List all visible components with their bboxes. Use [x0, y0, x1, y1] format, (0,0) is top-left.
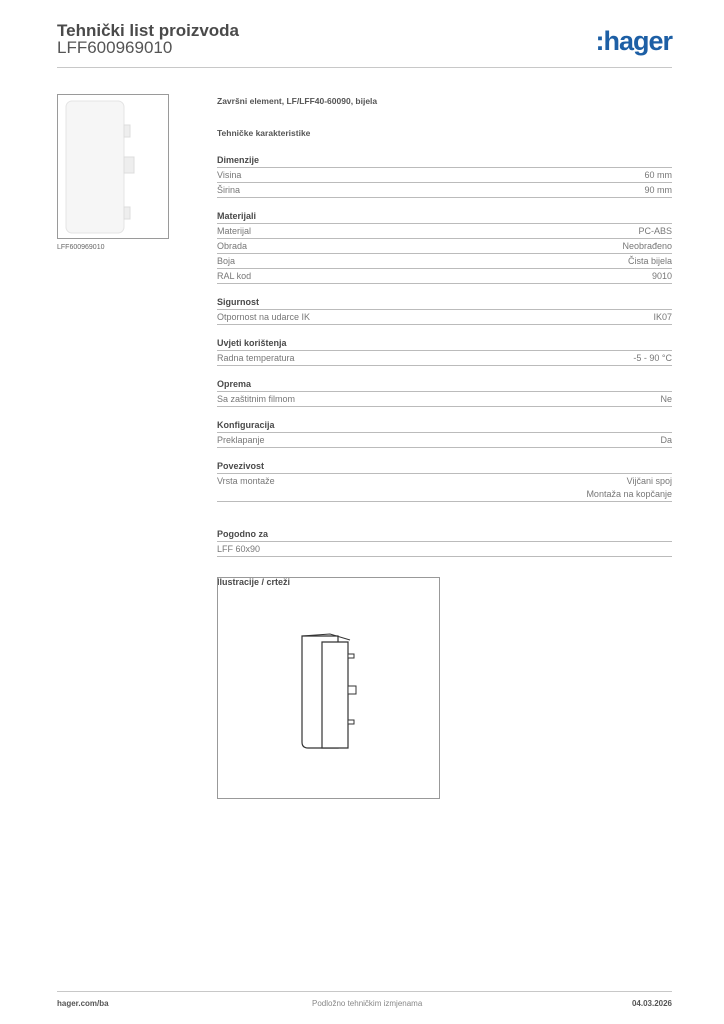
- spec-value-line: Ne: [660, 394, 672, 404]
- spec-label: Preklapanje: [217, 435, 265, 445]
- section-title: Konfiguracija: [217, 419, 672, 433]
- spec-value-line: 9010: [651, 271, 672, 281]
- main-content: [217, 96, 672, 587]
- spec-value: [633, 352, 672, 365]
- tech-heading: Tehničke karakteristike: [217, 128, 311, 138]
- spec-row: [217, 351, 672, 366]
- spec-value-line: -5 - 90 °C: [633, 353, 672, 363]
- spec-value: [653, 311, 672, 324]
- footer-note: Podložno tehničkim izmjenama: [312, 999, 423, 1008]
- section-title: Oprema: [217, 378, 672, 392]
- illustrations-title: Ilustracije / crteži: [217, 577, 291, 587]
- section-title: Uvjeti korištenja: [217, 337, 672, 351]
- spec-sections: [217, 154, 672, 502]
- suitable-row: [217, 542, 672, 557]
- spec-row: [217, 474, 672, 502]
- spec-value-line: 60 mm: [644, 170, 672, 180]
- spec-row: [217, 224, 672, 239]
- spec-label: RAL kod: [217, 271, 252, 281]
- spec-value: [586, 475, 672, 501]
- spec-label: Visina: [217, 170, 242, 180]
- spec-label: Vrsta montaže: [217, 476, 275, 486]
- spec-section: [217, 210, 672, 284]
- spec-value: [660, 434, 672, 447]
- spec-row: [217, 392, 672, 407]
- section-title: Povezivost: [217, 460, 672, 474]
- spec-value: [644, 169, 672, 182]
- spec-value: [660, 393, 672, 406]
- spec-row: [217, 433, 672, 448]
- footer-date: 04.03.2026: [631, 999, 672, 1008]
- suitable-title: Pogodno za: [217, 528, 672, 542]
- section-title: Sigurnost: [217, 296, 672, 310]
- header-divider: [57, 67, 672, 68]
- spec-value-line: PC-ABS: [638, 226, 672, 236]
- spec-label: Širina: [217, 185, 241, 195]
- spec-value-line: 90 mm: [644, 185, 672, 195]
- hager-logo: :hager: [595, 26, 672, 56]
- spec-label: Materijal: [217, 226, 252, 236]
- section-title: Dimenzije: [217, 154, 672, 168]
- product-thumbnail: [57, 94, 169, 239]
- spec-row: [217, 310, 672, 325]
- spec-value-line: IK07: [653, 312, 672, 322]
- spec-label: Radna temperatura: [217, 353, 295, 363]
- spec-value: [622, 240, 672, 253]
- spec-section: [217, 460, 672, 502]
- spec-value: [644, 184, 672, 197]
- spec-value: [638, 225, 672, 238]
- spec-label: Sa zaštitnim filmom: [217, 394, 296, 404]
- product-name: Završni element, LF/LFF40-60090, bijela: [217, 96, 378, 106]
- spec-row: [217, 183, 672, 198]
- spec-value-line: Neobrađeno: [622, 241, 672, 251]
- footer-website-link[interactable]: hager.com/ba: [57, 999, 109, 1008]
- spec-label: Obrada: [217, 241, 248, 251]
- spec-row: [217, 239, 672, 254]
- spec-value-line: Montaža na kopčanje: [586, 489, 672, 499]
- spec-value-line: Vijčani spoj: [626, 476, 672, 486]
- spec-value: [652, 270, 672, 283]
- illustration-drawing: [217, 577, 440, 799]
- footer-divider: [57, 991, 672, 992]
- thumbnail-caption: LFF600969010: [57, 244, 105, 251]
- spec-value: [628, 255, 672, 268]
- spec-section: [217, 296, 672, 325]
- spec-value-line: Da: [660, 435, 672, 445]
- spec-row: [217, 168, 672, 183]
- spec-row: [217, 269, 672, 284]
- spec-section: [217, 154, 672, 198]
- product-code: LFF600969010: [57, 38, 173, 57]
- suitable-value: LFF 60x90: [217, 544, 261, 554]
- spec-section: [217, 337, 672, 366]
- spec-row: [217, 254, 672, 269]
- section-title: Materijali: [217, 210, 672, 224]
- spec-label: Boja: [217, 256, 236, 266]
- spec-section: [217, 378, 672, 407]
- spec-label: Otpornost na udarce IK: [217, 312, 311, 322]
- spec-section: [217, 419, 672, 448]
- page-title: Tehnički list proizvoda: [57, 21, 239, 40]
- suitable-section: [217, 528, 672, 557]
- spec-value-line: Čista bijela: [627, 256, 672, 266]
